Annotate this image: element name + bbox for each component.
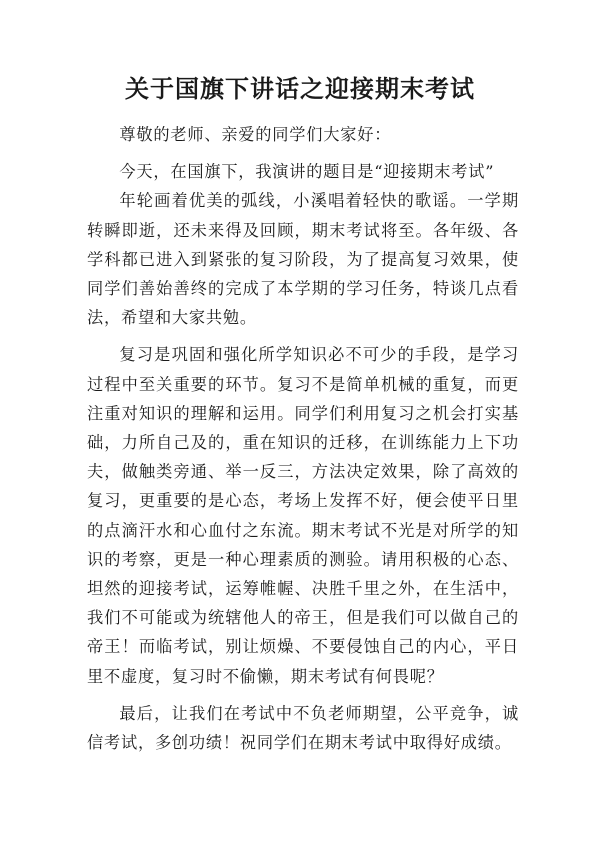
paragraph-intro: 年轮画着优美的弧线，小溪唱着轻快的歌谣。一学期转瞬即逝，还未来得及回顾，期末考试将至。各年级、各学科都已进入到紧张的复习阶段，为了提高复习效果，使同学们善始善终的完成了本学期的学习任务，特谈几点看法，希望和大家共勉。 — [87, 191, 519, 328]
document-body — [87, 120, 519, 757]
paragraph-review: 复习是巩固和强化所学知识必不可少的手段，是学习过程中至关重要的环节。复习不是简单机械的重复，而更注重对知识的理解和运用。同学们利用复习之机会打实基础，力所自己及的，重在知识的迁移，在训练能力上下功夫，做触类旁通、举一反三，方法决定效果，除了高效的复习，更重要的是心态，考场上发挥不好，便会使平日里的点滴汗水和心血付之东流。期末考试不光是对所学的知识的考察，更是一种心理素质的测验。请用积极的心态、坦然的迎接考试，运筹帷幄、决胜千里之外，在生活中，我们不可能或为统辖他人的帝王，但是我们可以做自己的帝王！而临考试，别让烦燥、不要侵蚀自己的内心，平日里不虚度，复习时不偷懒，期末考试有何畏呢？ — [87, 345, 519, 686]
document-title: 关于国旗下讲话之迎接期末考试 — [125, 74, 475, 103]
paragraph-topic: 今天，在国旗下，我演讲的题目是“迎接期末考试” — [119, 162, 495, 182]
paragraph-closing: 最后，让我们在考试中不负老师期望，公平竞争，诚信考试，多创功绩！祝同学们在期末考试中取得好成绩。 — [87, 703, 519, 753]
paragraph-greeting: 尊敬的老师、亲爱的同学们大家好： — [119, 125, 392, 144]
